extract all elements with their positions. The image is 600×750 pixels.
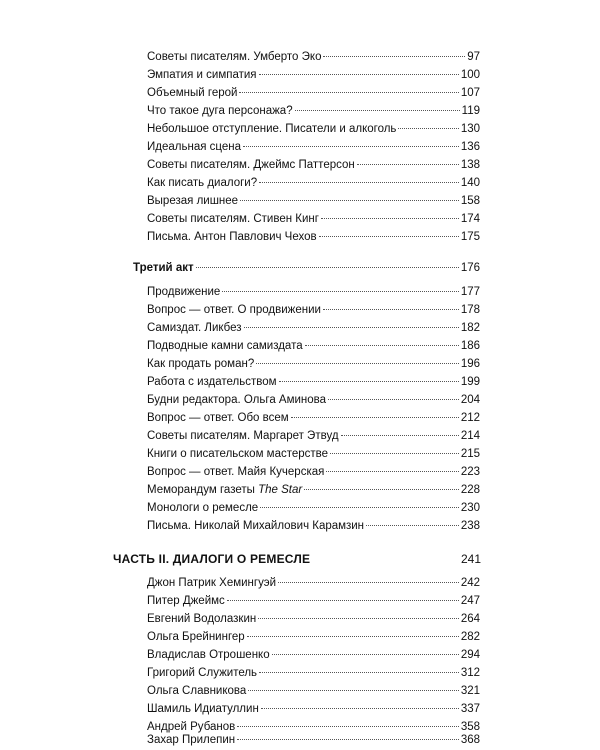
toc-leader — [240, 200, 459, 201]
toc-entry-title: Григорий Служитель — [147, 667, 258, 679]
toc-leader — [196, 267, 459, 268]
toc-entry-title: Вопрос — ответ. Майя Кучерская — [147, 466, 325, 478]
toc-entry-page: 223 — [460, 466, 480, 478]
toc-entry-page: 228 — [460, 484, 480, 496]
toc-leader — [279, 381, 459, 382]
toc-entry-page: 212 — [460, 412, 480, 424]
toc-entry-title: Советы писателям. Стивен Кинг — [147, 213, 319, 225]
toc-leader — [237, 739, 459, 740]
toc-leader — [304, 489, 459, 490]
toc-section-page: 176 — [460, 262, 480, 274]
toc-entry-title: Захар Прилепин — [147, 734, 236, 746]
toc-entry-title: Вырезая лишнее — [147, 195, 239, 207]
toc-entry-title: Книги о писательском мастерстве — [147, 448, 329, 460]
toc-entry-title: Идеальная сцена — [147, 141, 241, 153]
toc-entry-title: Письма. Антон Павлович Чехов — [147, 231, 317, 243]
toc-entry-title: Что такое дуга персонажа? — [147, 105, 293, 117]
toc-entry-page: 238 — [460, 520, 480, 532]
toc-leader — [237, 726, 459, 727]
toc-entry-title: Как продать роман? — [147, 358, 255, 370]
toc-entry-page: 140 — [460, 177, 480, 189]
toc-part-title: ЧАСТЬ II. ДИАЛОГИ О РЕМЕСЛЕ — [113, 552, 311, 566]
toc-entry[interactable] — [147, 140, 480, 155]
toc-entry-title: Как писать диалоги? — [147, 177, 258, 189]
toc-entry[interactable] — [147, 429, 480, 444]
toc-entry-page: 214 — [460, 430, 480, 442]
toc-entry-page: 182 — [460, 322, 480, 334]
toc-entry-title: Монологи о ремесле — [147, 502, 259, 514]
toc-leader — [243, 146, 459, 147]
toc-entry[interactable] — [147, 68, 480, 83]
toc-entry[interactable] — [147, 357, 480, 372]
toc-leader — [366, 525, 459, 526]
toc-entry-page: 119 — [461, 105, 480, 117]
toc-entry-page: 204 — [460, 394, 480, 406]
toc-entry-title: Джон Патрик Хемингуэй — [147, 577, 276, 589]
toc-entry[interactable] — [147, 375, 480, 390]
toc-entry[interactable] — [147, 303, 480, 318]
toc-entry[interactable] — [147, 684, 480, 699]
toc-leader — [272, 654, 459, 655]
toc-entry-page: 196 — [460, 358, 480, 370]
toc-entry-page: 215 — [460, 448, 480, 460]
toc-entry-page: 368 — [460, 734, 480, 746]
toc-entry-page: 107 — [460, 87, 480, 99]
toc-entry[interactable] — [147, 230, 480, 245]
toc-leader — [259, 672, 459, 673]
toc-part-two[interactable] — [113, 551, 481, 567]
toc-entry-title: Владислав Отрошенко — [147, 649, 270, 661]
toc-leader — [256, 363, 459, 364]
toc-leader — [305, 345, 459, 346]
toc-entry-title: Шамиль Идиатуллин — [147, 703, 259, 715]
toc-leader — [239, 92, 458, 93]
toc-entry[interactable] — [147, 50, 480, 65]
toc-entry[interactable] — [147, 339, 480, 354]
toc-entry[interactable] — [147, 501, 480, 516]
toc-entry-title: Будни редактора. Ольга Аминова — [147, 394, 327, 406]
toc-entry[interactable] — [147, 411, 480, 426]
toc-leader — [357, 164, 459, 165]
toc-entry[interactable] — [147, 733, 480, 748]
toc-entry-title: Андрей Рубанов — [147, 721, 236, 733]
toc-entry-page: 158 — [460, 195, 480, 207]
toc-entry-page: 247 — [460, 595, 480, 607]
toc-entry[interactable] — [147, 393, 480, 408]
toc-entry-title: Ольга Брейнингер — [147, 631, 245, 643]
toc-leader — [244, 327, 459, 328]
toc-leader — [259, 74, 459, 75]
toc-entry-page: 242 — [460, 577, 480, 589]
toc-section-title: Третий акт — [133, 262, 194, 274]
toc-entry-title: Самиздат. Ликбез — [147, 322, 242, 334]
toc-entry[interactable] — [147, 702, 480, 717]
toc-entry-page: 230 — [460, 502, 480, 514]
toc-entry-title: Письма. Николай Михайлович Карамзин — [147, 520, 364, 532]
toc-entry-title: Объемный герой — [147, 87, 238, 99]
toc-leader — [326, 471, 458, 472]
toc-entry[interactable] — [147, 465, 480, 480]
toc-entry-page: 199 — [460, 376, 480, 388]
toc-entry[interactable] — [147, 194, 480, 209]
toc-entry[interactable] — [147, 212, 480, 227]
toc-leader — [295, 110, 460, 111]
toc-entry-page: 97 — [467, 51, 480, 63]
toc-entry[interactable] — [147, 158, 480, 173]
toc-entry-title — [147, 483, 302, 498]
toc-entry-title: Работа с издательством — [147, 376, 277, 388]
toc-entry-title: Продвижение — [147, 286, 221, 298]
toc-entry[interactable] — [147, 483, 480, 498]
toc-leader — [260, 507, 459, 508]
toc-entry-page: 282 — [460, 631, 480, 643]
toc-entry[interactable] — [147, 104, 480, 119]
toc-entry-page: 264 — [460, 613, 480, 625]
toc-entry[interactable] — [147, 594, 480, 609]
toc-entry[interactable] — [147, 519, 480, 534]
toc-entry-title: Вопрос — ответ. Обо всем — [147, 412, 289, 424]
toc-entry[interactable] — [147, 176, 480, 191]
toc-entry[interactable] — [147, 630, 480, 645]
toc-entry-title: Советы писателям. Джеймс Паттерсон — [147, 159, 355, 171]
toc-leader — [398, 128, 458, 129]
toc-leader — [319, 236, 459, 237]
toc-section-third-act[interactable] — [133, 261, 480, 276]
toc-entry-title: Вопрос — ответ. О продвижении — [147, 304, 321, 316]
toc-entry-page: 337 — [460, 703, 480, 715]
toc-leader — [323, 56, 465, 57]
toc-entry-title-main: Меморандум газеты — [147, 484, 259, 496]
toc-entry[interactable] — [147, 666, 480, 681]
toc-entry-page: 100 — [460, 69, 480, 81]
toc-entry[interactable] — [147, 285, 480, 300]
toc-entry-title: Подводные камни самиздата — [147, 340, 303, 352]
toc-leader — [330, 453, 459, 454]
toc-leader — [261, 708, 459, 709]
toc-leader — [247, 636, 459, 637]
toc-leader — [341, 435, 459, 436]
toc-leader — [321, 218, 459, 219]
toc-leader — [248, 690, 459, 691]
toc-entry-title: Эмпатия и симпатия — [147, 69, 257, 81]
toc-leader — [278, 582, 459, 583]
toc-leader — [222, 291, 459, 292]
toc-entry-page: 175 — [460, 231, 480, 243]
toc-entry-title: Советы писателям. Умберто Эко — [147, 51, 322, 63]
toc-entry-page: 312 — [460, 667, 480, 679]
toc-leader — [258, 618, 459, 619]
toc-entry-page: 174 — [460, 213, 480, 225]
toc-entry-title: Питер Джеймс — [147, 595, 225, 607]
toc-entry-page: 186 — [460, 340, 480, 352]
toc-leader — [323, 309, 459, 310]
toc-entry[interactable] — [147, 86, 480, 101]
toc-entry-page: 321 — [460, 685, 480, 697]
toc-entry-page: 130 — [460, 123, 480, 135]
toc-leader — [328, 399, 459, 400]
toc-leader — [227, 600, 459, 601]
toc-entry-page: 358 — [460, 721, 480, 733]
toc-entry-title-italic: The Star — [258, 484, 303, 496]
toc-leader — [291, 417, 459, 418]
toc-entry[interactable] — [147, 612, 480, 627]
toc-entry-page: 138 — [460, 159, 480, 171]
toc-entry-page: 178 — [460, 304, 480, 316]
toc-entry[interactable] — [147, 648, 480, 663]
toc-entry-page: 294 — [460, 649, 480, 661]
toc-entry-page: 177 — [460, 286, 480, 298]
toc-entry-title: Советы писателям. Маргарет Этвуд — [147, 430, 339, 442]
toc-entry-title: Евгений Водолазкин — [147, 613, 257, 625]
toc-entry[interactable] — [147, 447, 480, 462]
toc-part-page: 241 — [460, 552, 481, 566]
toc-entry[interactable] — [147, 576, 480, 591]
toc-entry-title: Ольга Славникова — [147, 685, 247, 697]
toc-entry[interactable] — [147, 122, 480, 137]
toc-entry-page: 136 — [460, 141, 480, 153]
toc-entry[interactable] — [147, 321, 480, 336]
toc-leader — [259, 182, 459, 183]
toc-entry-title: Небольшое отступление. Писатели и алкоголь — [147, 123, 397, 135]
